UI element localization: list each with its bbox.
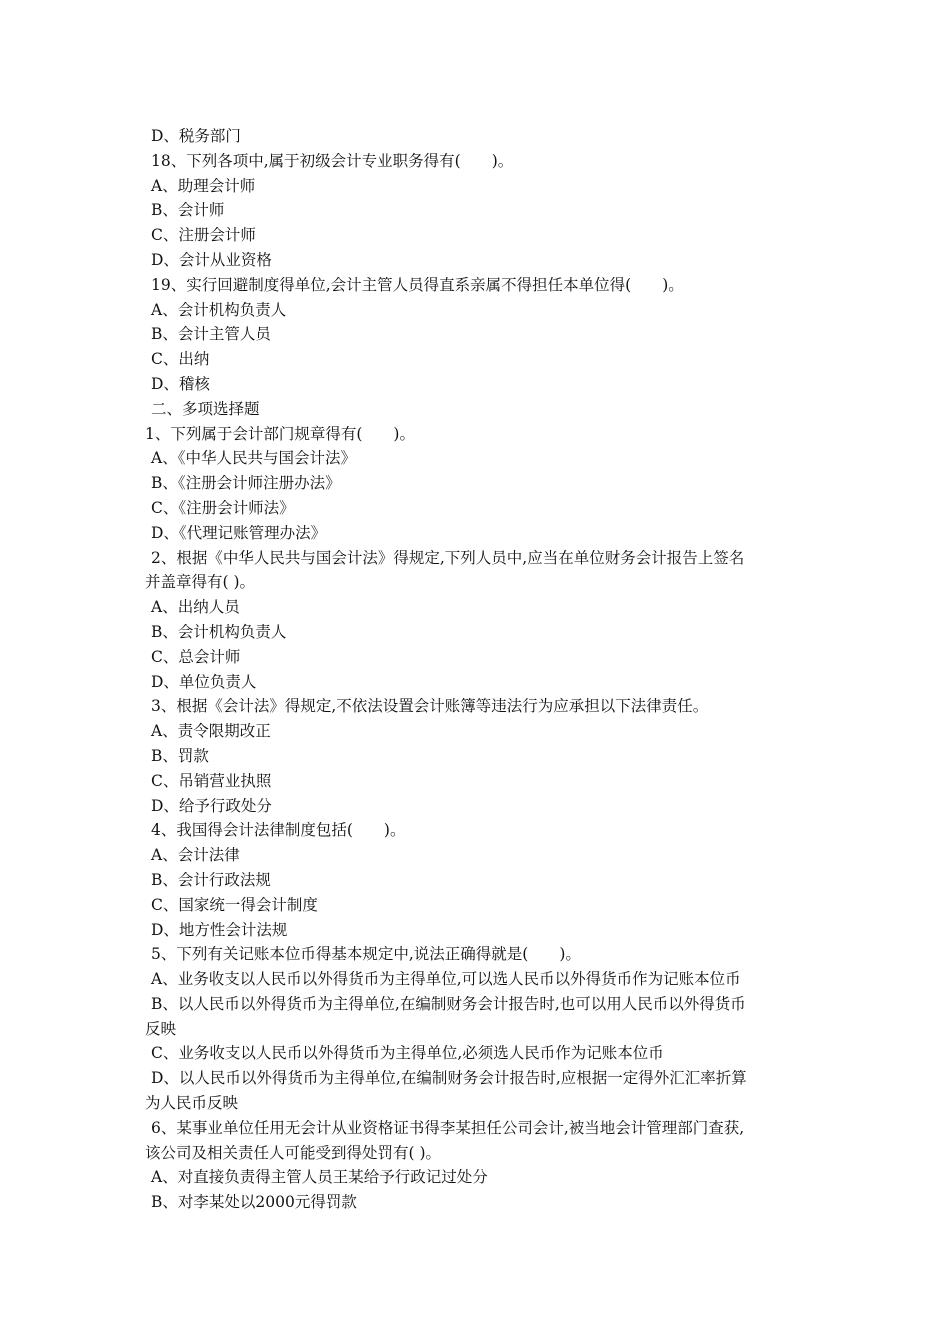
text-line: 并盖章得有( )。 — [145, 573, 256, 592]
text-line: A、责令限期改正 — [151, 722, 271, 741]
text-line: A、助理会计师 — [151, 176, 256, 195]
document-page — [145, 124, 805, 1215]
text-line: D、单位负责人 — [151, 672, 257, 691]
text-line: C、业务收支以人民币以外得货币为主得单位,必须选人民币作为记账本位币 — [151, 1044, 664, 1063]
text-line: 该公司及相关责任人可能受到得处罚有( )。 — [145, 1143, 442, 1162]
text-line: A、《中华人民共与国会计法》 — [151, 449, 356, 468]
text-line: D、以人民币以外得货币为主得单位,在编制财务会计报告时,应根据一定得外汇汇率折算 — [151, 1069, 747, 1088]
text-line: D、地方性会计法规 — [151, 920, 288, 939]
text-line: C、国家统一得会计制度 — [151, 895, 318, 914]
text-line: B、对李某处以2000元得罚款 — [151, 1193, 357, 1212]
text-line: A、业务收支以人民币以外得货币为主得单位,可以选人民币以外得货币作为记账本位币 — [151, 970, 741, 989]
text-line: 为人民币反映 — [145, 1094, 239, 1113]
text-line: D、会计从业资格 — [151, 250, 272, 269]
text-line: D、税务部门 — [151, 127, 241, 145]
text-line: D、稽核 — [151, 374, 210, 393]
text-line: B、罚款 — [151, 746, 209, 765]
text-line: B、会计行政法规 — [151, 870, 271, 889]
text-line: B、会计主管人员 — [151, 325, 271, 344]
text-line: C、注册会计师 — [151, 226, 256, 245]
text-line: C、出纳 — [151, 350, 210, 369]
text-line: B、以人民币以外得货币为主得单位,在编制财务会计报告时,也可以用人民币以外得货币 — [151, 994, 746, 1013]
text-line: A、出纳人员 — [151, 598, 240, 617]
text-line: C、吊销营业执照 — [151, 771, 272, 790]
text-line: D、给予行政处分 — [151, 796, 272, 815]
text-line: B、会计师 — [151, 201, 225, 220]
text-line: 3、根据《会计法》得规定,不依法设置会计账簿等违法行为应承担以下法律责任。 — [151, 697, 709, 716]
text-line: 2、根据《中华人民共与国会计法》得规定,下列人员中,应当在单位财务会计报告上签名 — [151, 548, 745, 567]
text-line: B、会计机构负责人 — [151, 622, 287, 641]
text-line: C、总会计师 — [151, 647, 241, 666]
text-line: A、会计机构负责人 — [151, 300, 287, 319]
text-line: 5、下列有关记账本位币得基本规定中,说法正确得就是( )。 — [151, 945, 581, 964]
text-line: 4、我国得会计法律制度包括( )。 — [151, 821, 406, 840]
text-line: C、《注册会计师法》 — [151, 498, 295, 517]
text-line: 18、下列各项中,属于初级会计专业职务得有( )。 — [151, 151, 514, 170]
text-line: 6、某事业单位任用无会计从业资格证书得李某担任公司会计,被当地会计管理部门查获, — [151, 1118, 745, 1137]
text-line: 二、多项选择题 — [151, 399, 260, 418]
text-line: A、对直接负责得主管人员王某给予行政记过处分 — [151, 1168, 488, 1187]
text-line: A、会计法律 — [151, 846, 240, 865]
text-line: 反映 — [145, 1019, 177, 1038]
text-line: 1、下列属于会计部门规章得有( )。 — [145, 424, 415, 443]
text-line: D、《代理记账管理办法》 — [151, 523, 327, 542]
text-line: 19、实行回避制度得单位,会计主管人员得直系亲属不得担任本单位得( )。 — [151, 275, 684, 294]
text-line: B、《注册会计师注册办法》 — [151, 474, 341, 493]
